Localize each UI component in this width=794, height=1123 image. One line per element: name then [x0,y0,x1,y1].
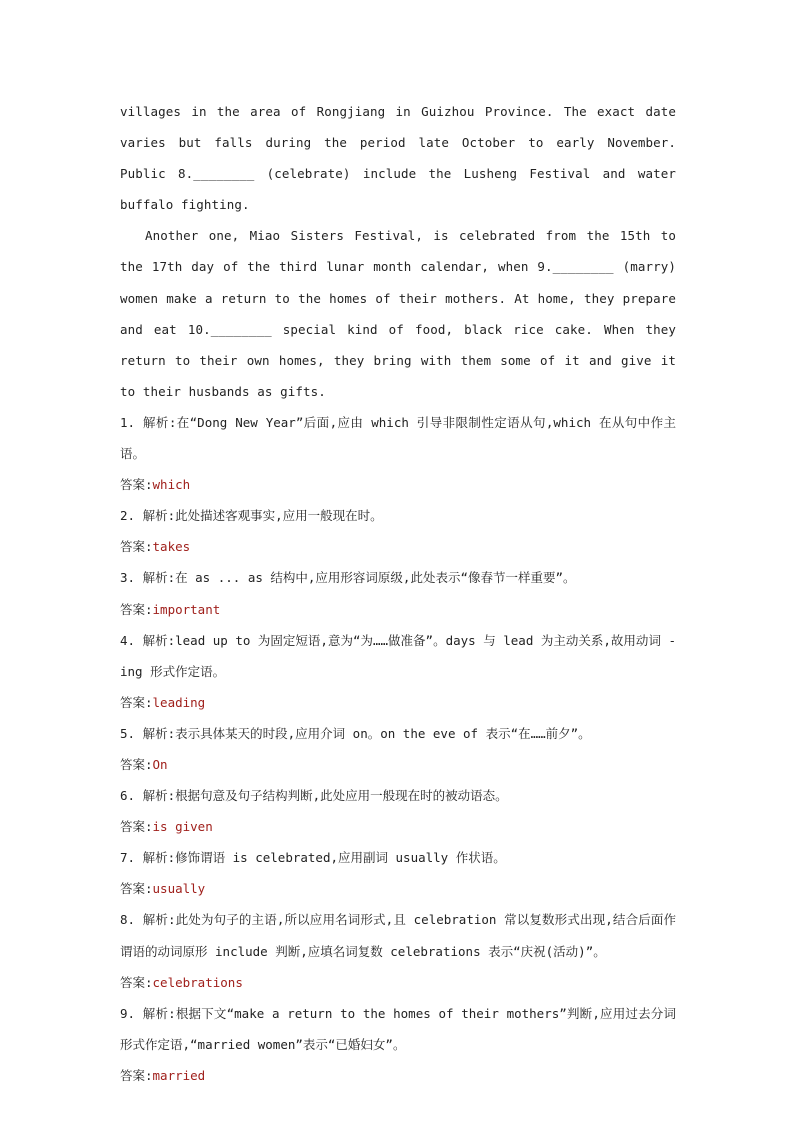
item-analysis: 解析:修饰谓语 is celebrated,应用副词 usually 作状语。 [142,850,506,866]
item-analysis: 解析:在“Dong New Year”后面,应由 which 引导非限制性定语从句,which 在从句中作主语。 [120,414,676,462]
answer-item-3 [120,562,676,624]
passage-paragraph-2: Another one, Miao Sisters Festival, is celebrated from the 15th to the 17th day of the third lunar month calendar, when 9.________ (marry) women make a return to the homes of their mothers. At home, they prepare and eat 10.________ special kind of food, black rice cake. When they return to their own homes, they bring with them some of it and give it to their husbands as gifts. [120,228,676,399]
answer-item-8 [120,904,676,997]
answer-item-9 [120,998,676,1091]
item-number: 2. [120,508,136,524]
answer-value: which [152,477,191,493]
answer-item-4 [120,625,676,718]
answer-label: 答案: [120,601,153,617]
item-number: 1. [120,414,136,430]
answer-label: 答案: [120,477,153,493]
answer-item-6 [120,780,676,842]
answer-value: usually [152,881,206,897]
passage-paragraph-1: villages in the area of Rongjiang in Guizhou Province. The exact date varies but falls during the period late October to early November. Public 8.________ (celebrate) include the Lusheng Festival and water buffalo fighting. [120,104,676,213]
item-number: 6. [120,788,136,804]
item-analysis: 解析:在 as ... as 结构中,应用形容词原级,此处表示“像春节一样重要”。 [142,570,576,586]
item-number: 3. [120,570,136,586]
answer-value: married [152,1067,206,1083]
answer-label: 答案: [120,539,153,555]
answer-label: 答案: [120,819,153,835]
answer-value: important [152,601,221,617]
answer-value: is given [152,819,213,835]
answer-value: takes [152,539,191,555]
item-number: 9. [120,1005,136,1021]
item-number: 7. [120,850,136,866]
item-analysis: 解析:此处描述客观事实,应用一般现在时。 [142,508,383,524]
item-number: 4. [120,632,136,648]
item-analysis: 解析:lead up to 为固定短语,意为“为……做准备”。days 与 lead 为主动关系,故用动词 -ing 形式作定语。 [120,632,676,679]
answer-label: 答案: [120,881,153,897]
answer-item-2 [120,500,676,562]
answer-item-1 [120,407,676,500]
answer-label: 答案: [120,974,153,990]
item-analysis: 解析:表示具体某天的时段,应用介词 on。on the eve of 表示“在……前夕”。 [142,725,591,741]
answer-value: leading [152,694,206,710]
item-analysis: 解析:此处为句子的主语,所以应用名词形式,且 celebration 常以复数形式出现,结合后面作谓语的动词原形 include 判断,应填名词复数 celebrations 表示“庆祝(活动)”。 [120,912,676,959]
answer-value: On [152,756,168,772]
item-number: 8. [120,912,136,928]
answer-label: 答案: [120,1067,153,1083]
item-number: 5. [120,725,136,741]
answer-item-7 [120,842,676,904]
answer-label: 答案: [120,694,153,710]
item-analysis: 解析:根据句意及句子结构判断,此处应用一般现在时的被动语态。 [142,788,508,804]
item-analysis: 解析:根据下文“make a return to the homes of their mothers”判断,应用过去分词形式作定语,“married women”表示“已婚妇女”。 [120,1005,676,1052]
answer-value: celebrations [152,974,243,990]
document-content [120,96,676,1091]
answer-item-5 [120,718,676,780]
answer-label: 答案: [120,756,153,772]
